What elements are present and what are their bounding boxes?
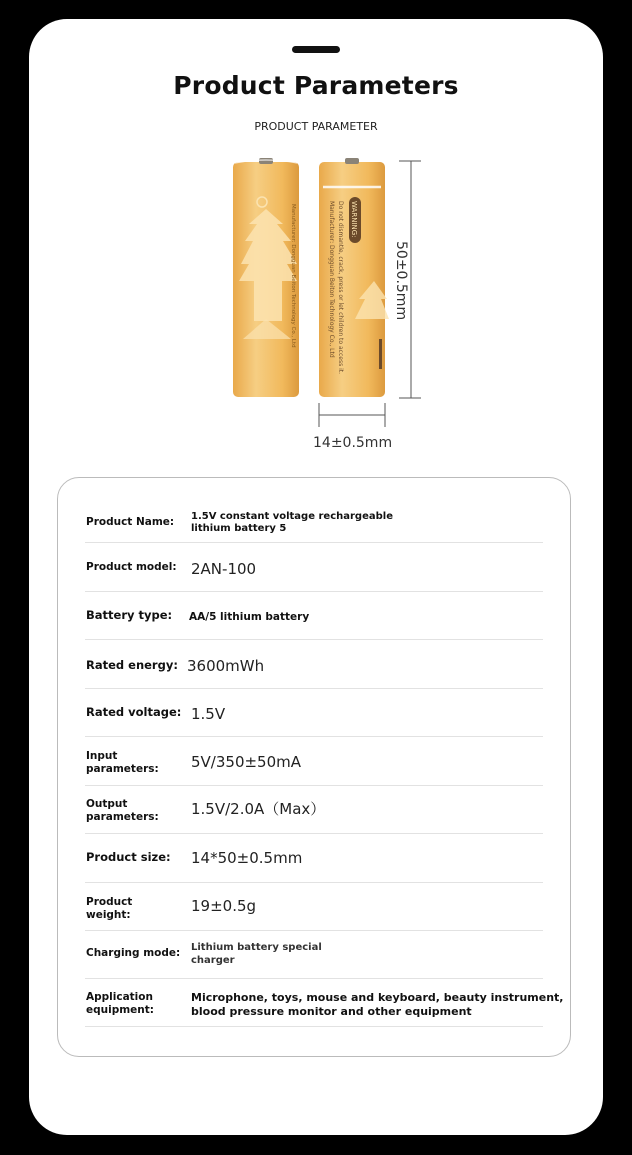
spec-value: Lithium battery special charger [191, 942, 322, 966]
svg-text:Do not dismantle, crack, press: Do not dismantle, crack, press or let children to access it. [337, 201, 344, 375]
spec-value: 2AN-100 [191, 560, 257, 578]
battery-warning-label: WARNING: [350, 201, 358, 238]
spec-value: 1.5V constant voltage rechargeable lithium battery 5 [191, 511, 393, 534]
spec-row [85, 688, 543, 737]
spec-label: Rated energy: [86, 658, 178, 672]
spec-label: Rated voltage: [86, 705, 182, 719]
svg-text:Manufacturer: Dongguan Beiton: Manufacturer: Dongguan Beiton Technology Co., Ltd [328, 201, 335, 358]
spec-row [85, 978, 564, 1027]
spec-value: 5V/350±50mA [191, 753, 302, 771]
page-subtitle: PRODUCT PARAMETER [254, 120, 378, 133]
spec-value: 1.5V [191, 705, 226, 723]
spec-row [85, 542, 543, 592]
spec-value: AA/5 lithium battery [189, 611, 310, 623]
spec-row [85, 833, 543, 883]
spec-label: Output parameters: [86, 798, 159, 823]
spec-row [85, 639, 543, 689]
spec-label: Battery type: [86, 608, 173, 622]
diameter-dimension-line [319, 403, 385, 427]
battery-illustration [29, 19, 603, 479]
product-card [29, 19, 603, 1135]
height-dimension-label: 50±0.5mm [393, 241, 409, 321]
spec-label: Charging mode: [86, 947, 181, 959]
spec-value: Microphone, toys, mouse and keyboard, beauty instrument, blood pressure monitor and other equipment [191, 991, 564, 1018]
spec-table [57, 477, 571, 1057]
spec-label: Input parameters: [86, 750, 159, 775]
battery-front [233, 158, 299, 397]
page-title: Product Parameters [173, 71, 459, 100]
spec-label: Application equipment: [86, 991, 154, 1016]
battery-back [319, 158, 389, 397]
spec-row [85, 785, 543, 834]
spec-label: Product size: [86, 850, 171, 864]
diameter-dimension-label: 14±0.5mm [313, 435, 393, 451]
svg-text:Manufacturer: Dongguan Beiton: Manufacturer: Dongguan Beiton Technology Co., Ltd [290, 204, 296, 348]
spec-row [85, 591, 543, 640]
spec-value: 1.5V/2.0A（Max） [191, 800, 326, 818]
spec-value: 14*50±0.5mm [191, 849, 303, 867]
battery-image [29, 19, 603, 479]
spec-row [85, 882, 543, 931]
spec-label: Product model: [86, 561, 177, 573]
spec-label: Product weight: [86, 896, 133, 921]
spec-value: 19±0.5g [191, 897, 257, 915]
spec-row [85, 736, 543, 786]
spec-row [85, 930, 543, 979]
spec-row [85, 502, 543, 543]
spec-label: Product Name: [86, 516, 175, 528]
spec-value: 3600mWh [187, 657, 265, 675]
